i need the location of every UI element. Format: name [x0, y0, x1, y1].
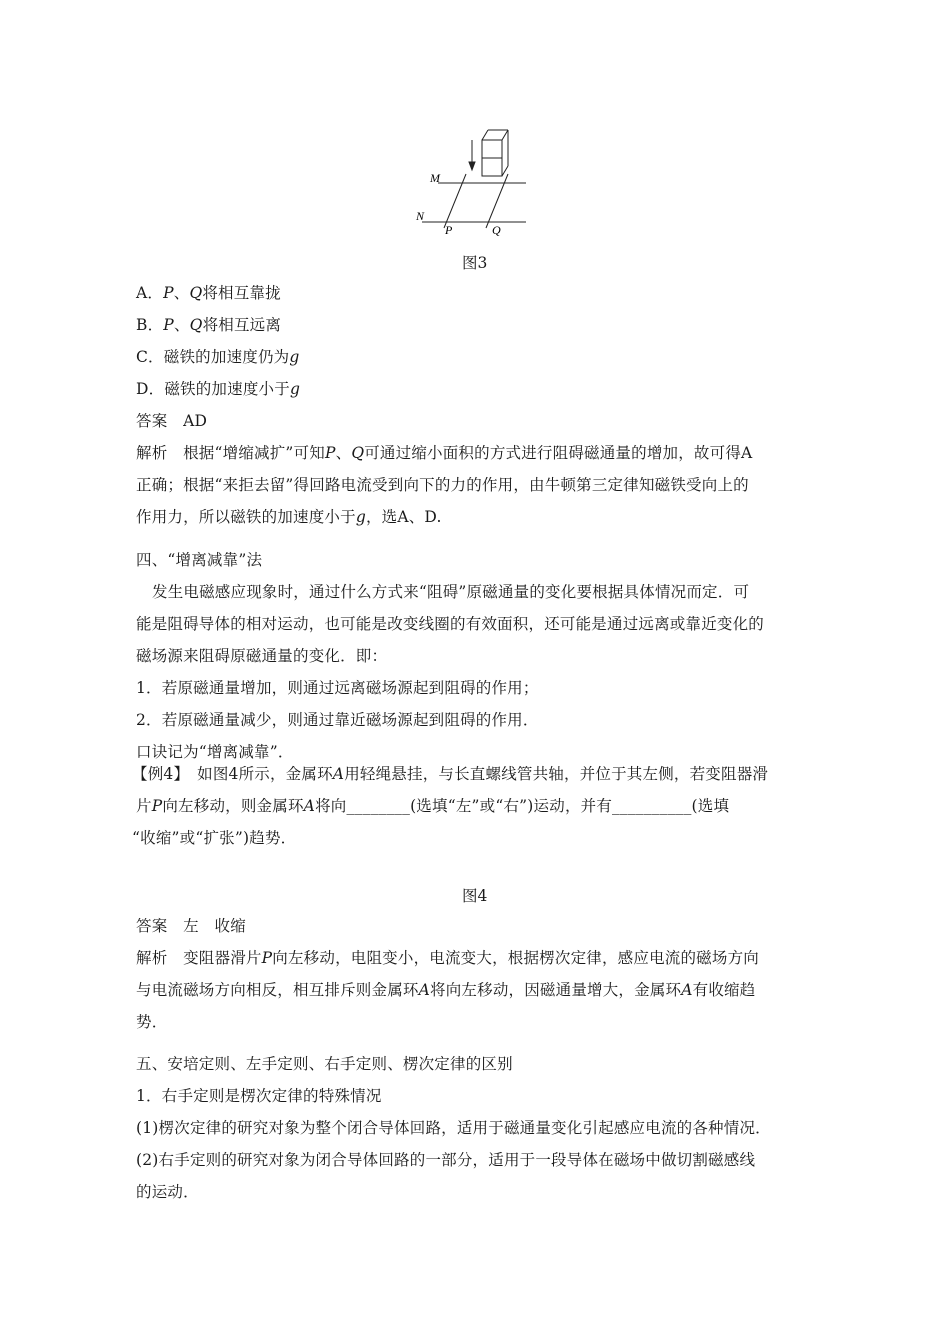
separator: 、: [335, 444, 352, 462]
answer-value: 左 收缩: [183, 917, 246, 935]
section-4-para-2: 能是阻碍导体的相对运动，也可能是改变线圈的有效面积，还可能是通过远离或靠近变化的: [136, 615, 765, 633]
example-text: 片: [136, 797, 152, 815]
answer-1: [136, 411, 207, 431]
section-5-heading: 五、安培定则、左手定则、右手定则、楞次定律的区别: [136, 1055, 513, 1073]
down-arrow-icon: [469, 140, 475, 170]
option-d: [136, 379, 300, 399]
analysis-label: 解析: [136, 949, 168, 967]
answer-value: AD: [183, 412, 208, 430]
section-4-item-1: 1．若原磁通量增加，则通过远离磁场源起到阻碍的作用；: [136, 679, 539, 697]
label-n: N: [416, 209, 425, 223]
answer-2: [136, 916, 246, 936]
analysis-label: 解析: [136, 444, 168, 462]
analysis-2-line-1: [136, 948, 759, 968]
var-g: g: [289, 380, 301, 398]
analysis-2-line-2: [136, 980, 755, 1000]
analysis-text: 与电流磁场方向相反，相互排斥则金属环: [136, 981, 419, 999]
label-p: P: [445, 223, 453, 237]
option-c-text: 磁铁的加速度仍为: [163, 348, 290, 366]
option-b-prefix: B．: [136, 316, 164, 334]
analysis-text: 有收缩趋: [692, 981, 756, 999]
section-4-para-1: 发生电磁感应现象时，通过什么方式来“阻碍”原磁通量的变化要根据具体情况而定．可: [152, 583, 750, 601]
label-m: M: [430, 171, 440, 185]
analysis-1-line-1: [136, 443, 752, 463]
option-b-text: 将相互远离: [202, 316, 282, 334]
section-4-item-2: 2．若原磁通量减少，则通过靠近磁场源起到阻碍的作用．: [136, 711, 539, 729]
var-p: P: [324, 444, 336, 462]
separator: 、: [173, 284, 190, 302]
section-4-heading: 四、“增离减靠”法: [136, 551, 263, 569]
option-d-text: 磁铁的加速度小于: [164, 380, 290, 398]
analysis-text: ，选A、D.: [365, 508, 442, 526]
analysis-text: 向左移动，电阻变小，电流变大，根据楞次定律，感应电流的磁场方向: [272, 949, 759, 967]
option-a-text: 将相互靠拢: [202, 284, 281, 302]
option-c: [136, 347, 300, 367]
var-g: g: [355, 508, 366, 526]
example-tag: 【例4】: [132, 765, 182, 783]
var-p: P: [151, 797, 163, 815]
separator: 、: [173, 316, 190, 334]
figure-3-caption: 图3: [462, 254, 488, 272]
example-4-line-2: [136, 796, 729, 816]
figure-3-diagram: [400, 118, 540, 238]
var-q: Q: [189, 284, 203, 302]
figure-4-caption: 图4: [462, 887, 488, 905]
section-5-item-1: 1．右手定则是楞次定律的特殊情况: [136, 1087, 382, 1105]
option-a: [136, 283, 281, 303]
magnet-shape: [482, 130, 508, 176]
option-a-prefix: A．: [136, 284, 164, 302]
section-5-sub-2b: 的运动．: [136, 1183, 199, 1201]
example-text: 如图4所示，金属环: [197, 765, 333, 783]
example-4-line-1: [132, 764, 768, 784]
analysis-text: 根据“增缩减扩”可知: [183, 444, 325, 462]
rod-q: [486, 174, 508, 228]
example-4-line-3: “收缩”或“扩张”)趋势．: [132, 829, 297, 847]
option-c-prefix: C．: [136, 348, 164, 366]
var-a: A: [332, 765, 345, 783]
var-g: g: [289, 348, 300, 366]
var-a: A: [681, 981, 693, 999]
answer-label: 答案: [136, 412, 168, 430]
example-text: 将向________(选填“左”或“右”)运动，并有__________(选填: [315, 797, 730, 815]
section-4-para-3: 磁场源来阻碍原磁通量的变化．即：: [136, 647, 388, 665]
answer-label: 答案: [136, 917, 168, 935]
section-5-sub-1: (1)楞次定律的研究对象为整个闭合导体回路，适用于磁通量变化引起感应电流的各种情况．: [136, 1119, 771, 1137]
analysis-1-line-2: 正确；根据“来拒去留”得回路电流受到向下的力的作用，由牛顿第三定律知磁铁受向上的: [136, 476, 749, 494]
rod-p: [444, 174, 466, 228]
var-p: P: [163, 316, 174, 334]
var-p: P: [261, 949, 273, 967]
analysis-text: 将向左移动，因磁通量增大，金属环: [430, 981, 682, 999]
var-q: Q: [189, 316, 203, 334]
var-a: A: [303, 797, 316, 815]
var-q: Q: [351, 444, 365, 462]
analysis-2-line-3: 势．: [136, 1013, 168, 1031]
analysis-text: 变阻器滑片: [183, 949, 262, 967]
var-p: P: [163, 284, 174, 302]
analysis-1-line-3: [136, 507, 442, 527]
analysis-text: 可通过缩小面积的方式进行阻碍磁通量的增加，故可得A: [364, 444, 753, 462]
option-b: [136, 315, 281, 335]
example-text: 用轻绳悬挂，与长直螺线管共轴，并位于其左侧，若变阻器滑: [344, 765, 769, 783]
var-a: A: [418, 981, 431, 999]
section-5-sub-2a: (2)右手定则的研究对象为闭合导体回路的一部分，适用于一段导体在磁场中做切割磁感线: [136, 1151, 756, 1169]
analysis-text: 作用力，所以磁铁的加速度小于: [136, 508, 356, 526]
option-d-prefix: D．: [136, 380, 165, 398]
section-4-mnemonic: 口诀记为“增离减靠”．: [136, 743, 294, 761]
example-text: 向左移动，则金属环: [162, 797, 304, 815]
label-q: Q: [492, 223, 501, 237]
